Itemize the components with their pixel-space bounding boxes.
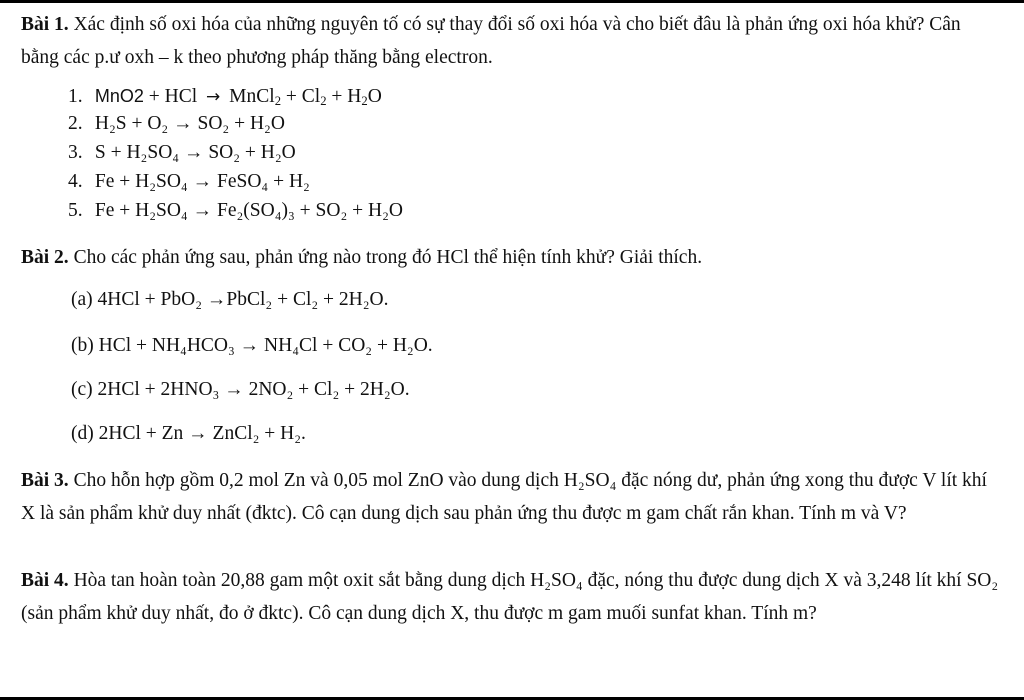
reaction-4	[68, 169, 310, 195]
bai2-item-b-label: (b)	[71, 335, 94, 356]
bai3-text: Cho hỗn hợp gồm 0,2 mol Zn và 0,05 mol ZnO vào dung dịch H₂SO₄ đặc nóng dư, phản ứng xong thu được V lít khí X là sản phẩm khử duy nhất (đktc). Cô cạn dung dịch sau phản ứng thu được m gam chất rắn khan. Tính m và V?	[21, 470, 987, 524]
bai3-paragraph	[21, 464, 1001, 530]
bai2-item-d	[71, 421, 306, 447]
bai4-text: Hòa tan hoàn toàn 20,88 gam một oxit sắt bằng dung dịch H₂SO₄ đặc, nóng thu được dung dịch X và 3,248 lít khí SO₂ (sản phẩm khử duy nhất, đo ở đktc). Cô cạn dung dịch X, thu được m gam muối sunfat khan. Tính m?	[21, 570, 999, 624]
reaction-1-sub2: 2	[320, 94, 327, 108]
reaction-5-number: 5.	[68, 200, 83, 221]
reaction-1-sub3: 2	[361, 94, 368, 108]
bai2-item-d-equation: 2HCl + Zn → ZnCl₂ + H₂.	[98, 423, 306, 444]
bai2-item-a	[71, 287, 389, 313]
bai4-label: Bài 4.	[21, 570, 69, 591]
reaction-5-equation: Fe + H₂SO₄ → Fe₂(SO₄)₃ + SO₂ + H₂O	[94, 200, 403, 221]
reaction-2-number: 2.	[68, 113, 83, 134]
bai2-item-d-label: (d)	[71, 423, 94, 444]
reaction-2-equation: H₂S + O₂ → SO₂ + H₂O	[94, 113, 285, 134]
bai1-text: Xác định số oxi hóa của những nguyên tố có sự thay đổi số oxi hóa và cho biết đâu là phản ứng oxi hóa khử? Cân bằng các p.ư oxh – k theo phương pháp thăng bằng electron.	[21, 14, 961, 68]
bai2-item-b-equation: HCl + NH₄HCO₃ → NH₄Cl + CO₂ + H₂O.	[98, 335, 433, 356]
reaction-2	[68, 111, 285, 137]
bai1-label: Bài 1.	[21, 14, 69, 35]
reaction-1-h: + H	[331, 86, 362, 107]
reaction-1	[68, 83, 382, 110]
bai4-paragraph	[21, 564, 1001, 630]
reaction-1-mno2: MnO2	[94, 86, 144, 106]
reaction-3	[68, 140, 296, 166]
reaction-arrow: →	[206, 87, 221, 107]
reaction-4-equation: Fe + H₂SO₄ → FeSO₄ + H₂	[94, 171, 310, 192]
bai2-item-b	[71, 333, 433, 359]
bai2-item-c-equation: 2HCl + 2HNO₃ → 2NO₂ + Cl₂ + 2H₂O.	[97, 379, 410, 400]
reaction-1-number: 1.	[68, 86, 83, 107]
bai3-label: Bài 3.	[21, 470, 69, 491]
reaction-3-equation: S + H₂SO₄ → SO₂ + H₂O	[94, 142, 296, 163]
reaction-3-number: 3.	[68, 142, 83, 163]
bai2-item-c-label: (c)	[71, 379, 93, 400]
bai2-item-c	[71, 377, 410, 403]
reaction-1-hcl: + HCl	[148, 86, 198, 107]
bai1-paragraph	[21, 8, 1001, 74]
reaction-1-o: O	[367, 86, 382, 107]
bai2-label: Bài 2.	[21, 247, 69, 268]
reaction-4-number: 4.	[68, 171, 83, 192]
reaction-1-sub: 2	[274, 94, 282, 108]
bai2-item-a-label: (a)	[71, 289, 93, 310]
reaction-1-mncl: MnCl	[229, 86, 275, 107]
bai2-item-a-equation: 4HCl + PbO₂ →PbCl₂ + Cl₂ + 2H₂O.	[97, 289, 389, 310]
reaction-5	[68, 198, 403, 224]
bai2-paragraph	[21, 241, 1001, 274]
reaction-1-cl: + Cl	[285, 86, 321, 107]
bai2-text: Cho các phản ứng sau, phản ứng nào trong đó HCl thể hiện tính khử? Giải thích.	[73, 247, 703, 268]
